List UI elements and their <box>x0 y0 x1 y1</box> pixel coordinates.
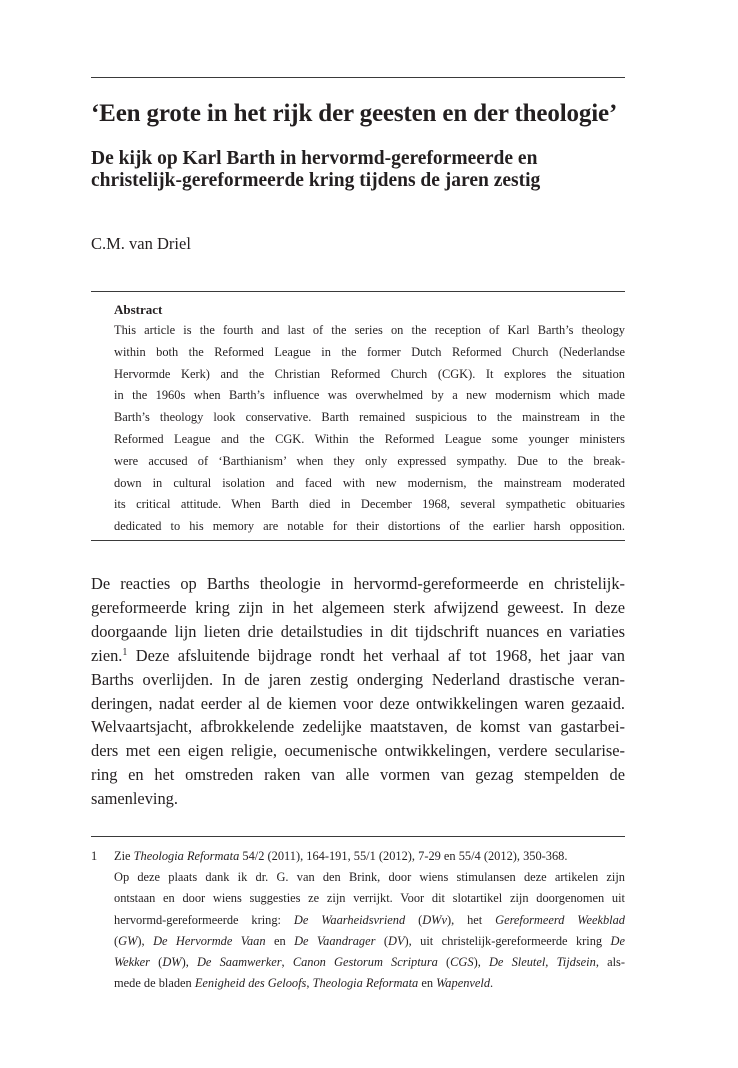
fn-run: , <box>306 976 313 991</box>
fn-journal-title: De Sleutel, Tijdsein <box>488 955 596 970</box>
abstract-line: in the 1960s when Barth’s influence was overwhelmed by a new modernism which made <box>114 388 625 403</box>
fn-journal-title: De Saamwerker <box>196 955 282 970</box>
fn-journal-title: Wekker <box>114 955 151 970</box>
fn-run: Zie <box>114 849 134 863</box>
fn-run: , <box>281 955 293 970</box>
abstract-heading: Abstract <box>114 302 163 317</box>
abstract-bottom-rule <box>91 540 625 541</box>
fn-journal-title: De Vaandrager <box>294 933 376 948</box>
fn-journal-title: De Waarheidsvriend <box>293 912 406 927</box>
fn-run: ), <box>137 933 154 948</box>
abstract-line: Barth’s theology look conservative. Barth remained suspicious to the mainstream in the <box>114 410 625 425</box>
subtitle-line: De kijk op Karl Barth in hervormd-gereformeerde en <box>91 148 538 169</box>
fn-abbrev: CGS <box>450 955 474 970</box>
abstract-line: its critical attitude. When Barth died in December 1968, several sympathetic obituaries <box>114 497 625 512</box>
fn-run: ( <box>375 933 388 948</box>
subtitle-line: christelijk-gereformeerde kring tijdens de jaren zestig <box>91 170 541 191</box>
abstract-line: down in cultural isolation and faced with new modernism, the mainstream moderated <box>114 475 625 490</box>
fn-journal-title: De <box>610 933 625 948</box>
author-name: C.M. van Driel <box>91 234 191 253</box>
body-line: ring en het omstreden raken van alle vormen van gezag stempelden de <box>91 765 625 785</box>
footnote-line <box>114 931 625 952</box>
body-line <box>91 644 625 668</box>
abstract-line: Reformed League and the CGK. Within the Reformed League some younger ministers <box>114 431 625 446</box>
footnote-rule <box>91 836 625 837</box>
fn-abbrev: DWv <box>422 912 447 927</box>
article-title: ‘Een grote in het rijk der geesten en der theologie’ <box>91 100 618 127</box>
fn-abbrev: DW <box>162 955 182 970</box>
fn-journal-title: Gereformeerd Weekblad <box>495 912 625 927</box>
fn-run: ), het <box>447 912 496 927</box>
body-line: deringen, nadat eerder al de kiemen voor deze ontwikkelingen waren gezaaid. <box>91 693 625 713</box>
fn-run: mede de bladen <box>114 976 195 991</box>
footnote-line <box>114 846 625 867</box>
fn-run: en <box>418 976 437 991</box>
footnote-line <box>114 973 625 994</box>
article-subtitle <box>91 148 651 192</box>
fn-journal-title: De Hervormde Vaan <box>153 933 266 948</box>
footnote-line: Op deze plaats dank ik dr. G. van den Brink, door wiens stimulansen deze artikelen zijn <box>114 870 625 885</box>
abstract-line: dedicated to his memory are notable for their distortions of the earlier harsh opposition. <box>114 519 625 534</box>
fn-run: , als- <box>595 955 625 970</box>
abstract-line: within both the Reformed League in the former Dutch Reformed Church (Nederlandse <box>114 344 625 359</box>
footnote-line <box>114 910 625 931</box>
body-line: doorgaande lijn lieten drie detailstudies in dit tijdschrift nuances en variaties <box>91 621 625 641</box>
body-text-run: Deze afsluitende bijdrage rondt het verhaal af tot 1968, het jaar van <box>127 645 625 665</box>
body-paragraph <box>91 572 625 811</box>
footnote-line: ontstaan en door wiens suggesties ze zijn verrijkt. Voor dit slotartikel zijn doorgenomen uit <box>114 891 625 906</box>
fn-run: ), <box>181 955 197 970</box>
fn-run: en <box>265 933 295 948</box>
fn-journal-title: Theologia Reformata <box>312 976 419 991</box>
fn-run: ( <box>405 912 423 927</box>
body-text-run: zien. <box>91 645 123 665</box>
body-line: Welvaartsjacht, afbrokkelende zedelijke maatstaven, de komst van gastarbei- <box>91 717 625 737</box>
fn-journal-title: Wapenveld <box>436 976 491 991</box>
fn-run: ), <box>473 955 489 970</box>
body-line: Barths overlijden. In de jaren zestig onderging Nederland drastische veran- <box>91 669 625 689</box>
abstract-top-rule <box>91 291 625 292</box>
footnote-reference[interactable]: 1 <box>122 646 128 658</box>
body-line: samenleving. <box>91 789 178 809</box>
fn-run: ( <box>150 955 163 970</box>
fn-run: . <box>490 976 494 991</box>
fn-run: ), uit christelijk-gereformeerde kring <box>404 933 611 948</box>
abstract-body <box>114 320 625 538</box>
body-line: gereformeerde kring zijn in het algemeen sterk afwijzend geweest. In deze <box>91 597 625 617</box>
footnote-line <box>114 952 625 973</box>
abstract-line: Hervormde Kerk) and the Christian Reformed Church (CGK). It explores the situation <box>114 366 625 381</box>
fn-run: 54/2 (2011), 164-191, 55/1 (2012), 7-29 en 55/4 (2012), 350-368. <box>239 849 568 863</box>
body-line: ders met een eigen religie, oecumenische ontwikkelingen, verdere secularise- <box>91 741 625 761</box>
footnote-text <box>114 846 625 994</box>
top-rule <box>91 77 625 78</box>
footnote-number: 1 <box>91 849 98 863</box>
fn-abbrev: GW <box>118 933 138 948</box>
fn-run: ( <box>114 933 119 948</box>
abstract-line: This article is the fourth and last of the series on the reception of Karl Barth’s theology <box>114 323 625 337</box>
fn-journal-title: Eenigheid des Geloofs <box>194 976 307 991</box>
body-line: De reacties op Barths theologie in hervormd-gereformeerde en christelijk- <box>91 574 625 593</box>
fn-journal-title: Canon Gestorum Scriptura <box>292 955 438 970</box>
fn-journal-title: Theologia Reformata <box>133 849 240 863</box>
abstract-line: were accused of ‘Barthianism’ when they only expressed sympathy. Due to the break- <box>114 453 625 468</box>
fn-abbrev: DV <box>388 933 405 948</box>
fn-run: ( <box>437 955 451 970</box>
fn-run: hervormd-gereformeerde kring: <box>114 912 294 927</box>
